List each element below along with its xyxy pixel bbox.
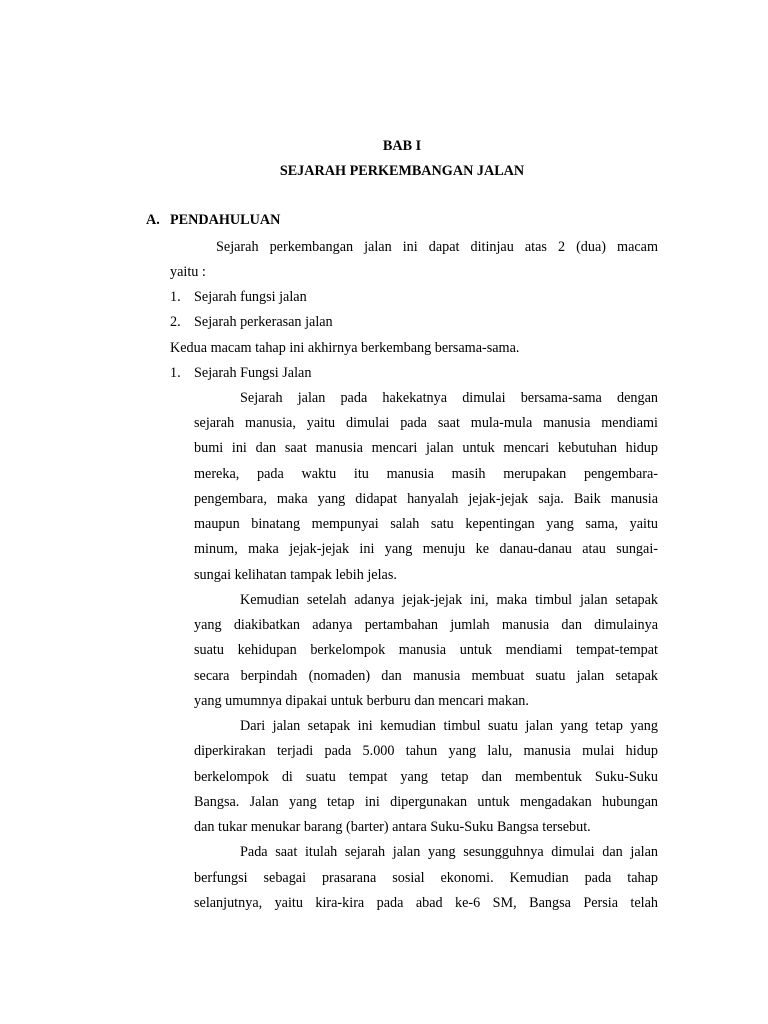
paragraph-line: sejarah manusia, yaitu dimulai pada saat mula-mula manusia mendiami: [194, 415, 658, 431]
list-item-text: Sejarah perkerasan jalan: [194, 314, 333, 330]
subsection-title: Sejarah Fungsi Jalan: [194, 365, 312, 381]
paragraph-line: sungai kelihatan tampak lebih jelas.: [194, 567, 397, 583]
paragraph-line: Sejarah jalan pada hakekatnya dimulai bersama-sama dengan: [240, 390, 658, 406]
paragraph-line: berkelompok di suatu tempat yang tetap dan membentuk Suku-Suku: [194, 769, 658, 785]
chapter-label: BAB I: [382, 138, 422, 154]
paragraph-line: mereka, pada waktu itu manusia masih merupakan pengembara-: [194, 466, 658, 482]
intro-line: yaitu :: [170, 264, 206, 280]
paragraph-line: Dari jalan setapak ini kemudian timbul suatu jalan yang tetap yang: [240, 718, 658, 734]
paragraph-line: yang umumnya dipakai untuk berburu dan mencari makan.: [194, 693, 529, 709]
paragraph-line: pengembara, maka yang didapat hanyalah jejak-jejak saja. Baik manusia: [194, 491, 658, 507]
paragraph-line: maupun binatang mempunyai salah satu kepentingan yang sama, yaitu: [194, 516, 658, 532]
paragraph-line: bumi ini dan saat manusia mencari jalan untuk mencari kebutuhan hidup: [194, 440, 658, 456]
summary-line: Kedua macam tahap ini akhirnya berkembang bersama-sama.: [170, 340, 520, 356]
paragraph-line: Kemudian setelah adanya jejak-jejak ini, maka timbul jalan setapak: [240, 592, 658, 608]
chapter-title: SEJARAH PERKEMBANGAN JALAN: [279, 163, 525, 179]
paragraph-line: minum, maka jejak-jejak ini yang menuju ke danau-danau atau sungai-: [194, 541, 658, 557]
section-title: PENDAHULUAN: [170, 212, 281, 228]
subsection-number: 1.: [170, 365, 181, 381]
paragraph-line: diperkirakan terjadi pada 5.000 tahun yang lalu, manusia mulai hidup: [194, 743, 658, 759]
paragraph-line: Pada saat itulah sejarah jalan yang sesungguhnya dimulai dan jalan: [240, 844, 658, 860]
section-heading: [146, 212, 280, 229]
list-item-number: 1.: [170, 289, 181, 305]
section-number: A.: [146, 212, 160, 228]
paragraph-line: berfungsi sebagai prasarana sosial ekonomi. Kemudian pada tahap: [194, 870, 658, 886]
paragraph-line: secara berpindah (nomaden) dan manusia membuat suatu jalan setapak: [194, 668, 658, 684]
paragraph-line: suatu kehidupan berkelompok manusia untuk mendiami tempat-tempat: [194, 642, 658, 658]
paragraph-line: dan tukar menukar barang (barter) antara Suku-Suku Bangsa tersebut.: [194, 819, 591, 835]
paragraph-line: yang diakibatkan adanya pertambahan jumlah manusia dan dimulainya: [194, 617, 658, 633]
list-item-text: Sejarah fungsi jalan: [194, 289, 307, 305]
paragraph-line: selanjutnya, yaitu kira-kira pada abad ke-6 SM, Bangsa Persia telah: [194, 895, 658, 911]
paragraph-line: Bangsa. Jalan yang tetap ini dipergunakan untuk mengadakan hubungan: [194, 794, 658, 810]
intro-line: Sejarah perkembangan jalan ini dapat ditinjau atas 2 (dua) macam: [216, 239, 658, 255]
list-item-number: 2.: [170, 314, 181, 330]
